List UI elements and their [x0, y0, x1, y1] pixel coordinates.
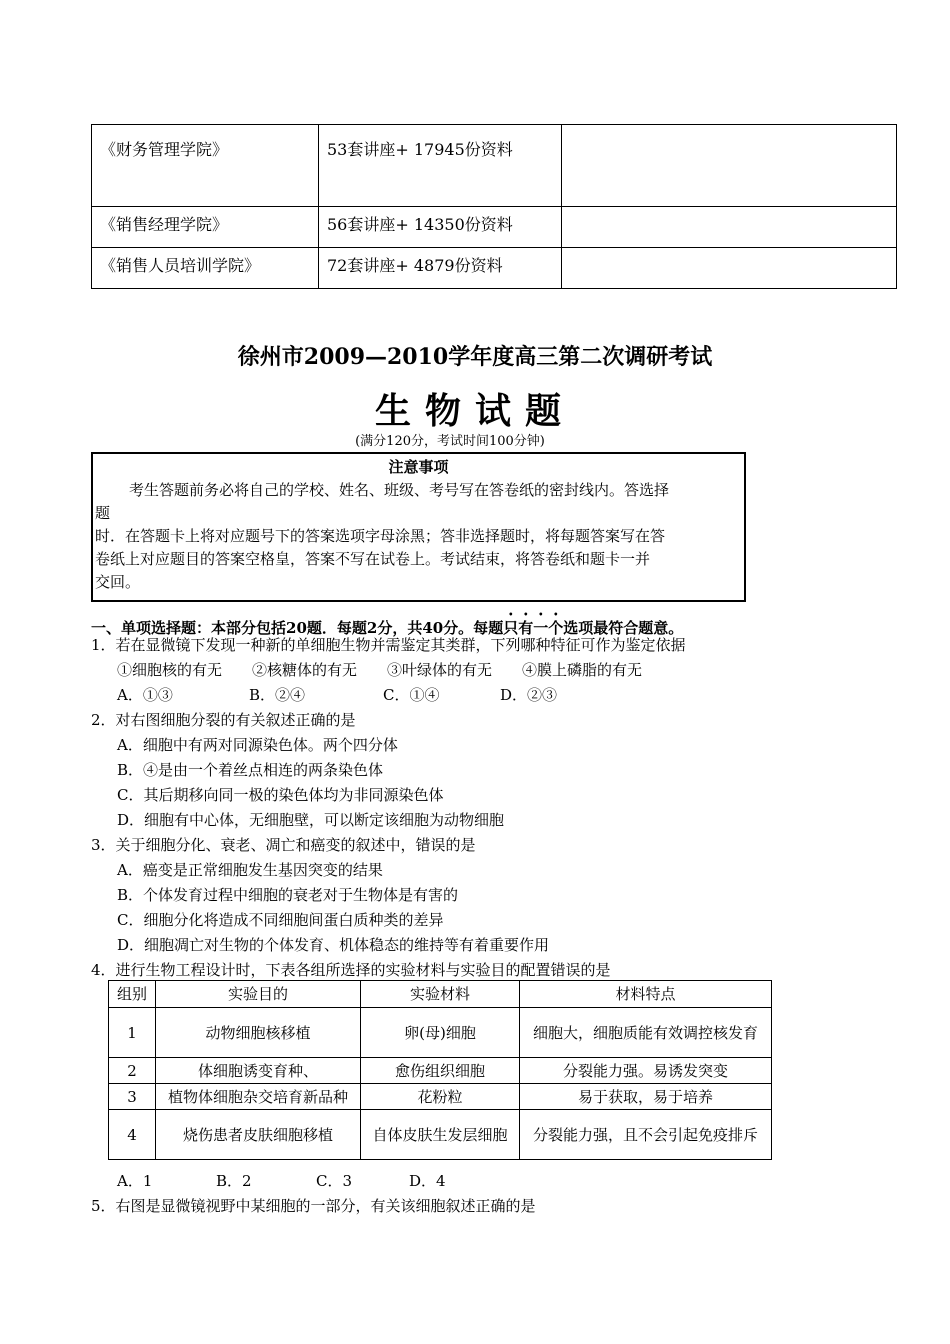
notice-heading: 注意事项 [388, 458, 449, 476]
q2-option: D．细胞有中心体，无细胞壁，可以断定该细胞为动物细胞 [117, 811, 505, 829]
q3-option: C．细胞分化将造成不同细胞间蛋白质种类的差异 [117, 911, 444, 929]
q3-option: D．细胞凋亡对生物的个体发育、机体稳态的维持等有着重要作用 [117, 936, 550, 954]
column-header: 材料特点 [520, 981, 772, 1008]
q4-option: D．4 [409, 1172, 446, 1190]
course-content: 56套讲座+ 14350份资料 [319, 207, 562, 248]
notice-line: 卷纸上对应题目的答案空格皇，答案不写在试卷上。考试结束，将答卷纸和题卡一并 [95, 550, 651, 568]
table-row [109, 1008, 772, 1058]
column-header: 实验材料 [361, 981, 520, 1008]
course-name: 《销售经理学院》 [92, 207, 319, 248]
table-cell: 1 [109, 1008, 156, 1058]
q4-option: A．1 [117, 1172, 153, 1190]
notice-line: 考生答题前务必将自己的学校、姓名、班级、考号写在答卷纸的密封线内。答选择 [129, 481, 670, 499]
table-cell: 分裂能力强。易诱发突变 [520, 1058, 772, 1084]
q1-stem: 1．若在显微镜下发现一种新的单细胞生物并需鉴定其类群，下列哪种特征可作为鉴定依据 [91, 636, 686, 654]
q1-option: B．②④ [249, 686, 306, 704]
table-row [109, 1084, 772, 1110]
course-name: 《财务管理学院》 [92, 125, 319, 207]
table-cell: 愈伤组织细胞 [361, 1058, 520, 1084]
q4-table [108, 980, 772, 1160]
table-cell: 易于获取，易于培养 [520, 1084, 772, 1110]
table-cell: 花粉粒 [361, 1084, 520, 1110]
q5-stem: 5．右图是显微镜视野中某细胞的一部分，有关该细胞叙述正确的是 [91, 1197, 536, 1215]
notice-line: 时．在答题卡上将对应题号下的答案选项字母涂黑；答非选择题时，将每题答案写在答 [95, 527, 666, 545]
exam-subject: 生物试题 [374, 390, 575, 432]
q3-option: B．个体发育过程中细胞的衰老对于生物体是有害的 [117, 886, 459, 904]
course-content: 72套讲座+ 4879份资料 [319, 248, 562, 289]
course-extra [562, 125, 897, 207]
q4-option: C．3 [316, 1172, 353, 1190]
q1-items: ①细胞核的有无 ②核糖体的有无 ③叶绿体的有无 ④膜上磷脂的有无 [117, 661, 643, 679]
table-row [92, 125, 897, 207]
table-cell: 烧伤患者皮肤细胞移植 [156, 1110, 361, 1160]
column-header: 实验目的 [156, 981, 361, 1008]
table-cell: 3 [109, 1084, 156, 1110]
table-cell: 体细胞诱变育种、 [156, 1058, 361, 1084]
table-cell: 分裂能力强，且不会引起免疫排斥 [520, 1110, 772, 1160]
table-cell: 植物体细胞杂交培育新品种 [156, 1084, 361, 1110]
q1-option: D．②③ [500, 686, 558, 704]
section-heading-emphasis: 只有一个 [503, 619, 564, 637]
exam-info: (满分120分，考试时间100分钟) [355, 434, 545, 449]
course-name: 《销售人员培训学院》 [92, 248, 319, 289]
notice-line: 题 [95, 504, 111, 522]
exam-title: 徐州市2009—2010学年度高三第二次调研考试 [237, 344, 713, 370]
table-cell: 卵(母)细胞 [361, 1008, 520, 1058]
q2-stem: 2．对右图细胞分裂的有关叙述正确的是 [91, 711, 356, 729]
course-table [91, 124, 897, 289]
table-cell: 细胞大，细胞质能有效调控核发育 [520, 1008, 772, 1058]
table-cell: 动物细胞核移植 [156, 1008, 361, 1058]
table-row [109, 1058, 772, 1084]
table-row [109, 1110, 772, 1160]
table-cell: 4 [109, 1110, 156, 1160]
course-extra [562, 207, 897, 248]
q1-option: A．①③ [117, 686, 173, 704]
table-cell: 2 [109, 1058, 156, 1084]
course-extra [562, 248, 897, 289]
table-cell: 自体皮肤生发层细胞 [361, 1110, 520, 1160]
q4-stem: 4．进行生物工程设计时，下表各组所选择的实验材料与实验目的配置错误的是 [91, 961, 611, 979]
q3-option: A．癌变是正常细胞发生基因突变的结果 [117, 861, 383, 879]
table-row [92, 207, 897, 248]
q2-option: B．④是由一个着丝点相连的两条染色体 [117, 761, 384, 779]
q1-option: C．①④ [383, 686, 440, 704]
section-heading-text: 一、单项选择题：本部分包括20题．每题2分，共40分。每题 [91, 619, 504, 637]
q3-stem: 3．关于细胞分化、衰老、凋亡和癌变的叙述中，错误的是 [91, 836, 476, 854]
table-header-row [109, 981, 772, 1008]
q2-option: A．细胞中有两对同源染色体。两个四分体 [117, 736, 398, 754]
q2-option: C．其后期移向同一极的染色体均为非同源染色体 [117, 786, 444, 804]
column-header: 组别 [109, 981, 156, 1008]
section-heading-text: 选项最符合题意。 [563, 619, 684, 637]
notice-box [91, 452, 746, 602]
course-content: 53套讲座+ 17945份资料 [319, 125, 562, 207]
notice-line: 交回。 [95, 573, 141, 591]
table-row [92, 248, 897, 289]
q4-option: B．2 [216, 1172, 252, 1190]
